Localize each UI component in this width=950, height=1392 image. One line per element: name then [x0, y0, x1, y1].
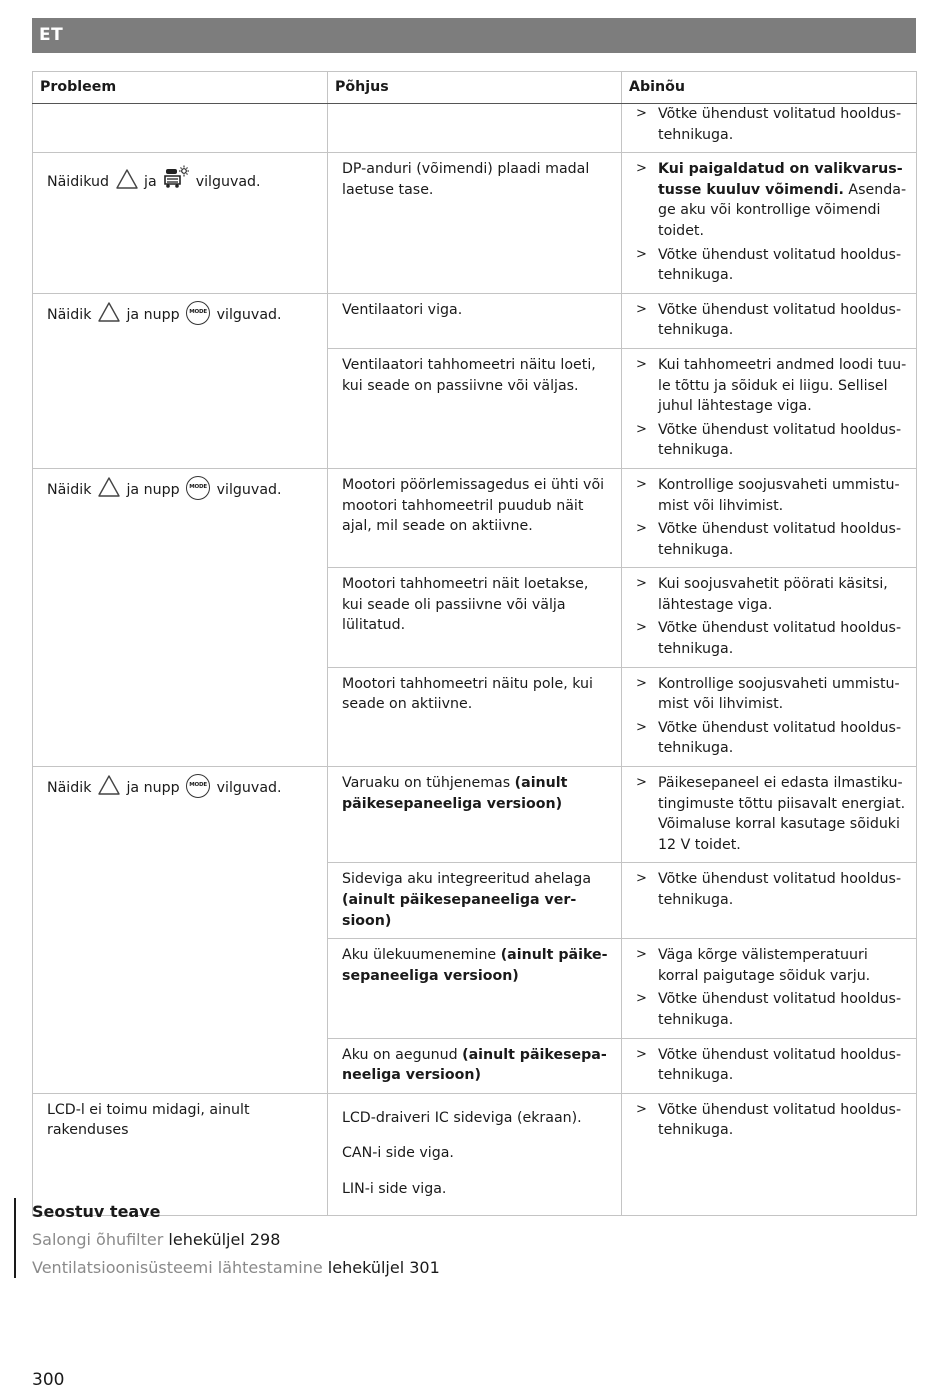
- list-arrow-icon: >: [636, 301, 647, 317]
- remedy-step: > Võtke ühendust volitatud hooldustehnikuga.: [636, 1100, 907, 1141]
- troubleshooting-table: [32, 71, 917, 1216]
- problem-cell: Näidik ja nupp MODE vilguvad.: [33, 767, 328, 1094]
- remedy-cell: [622, 568, 917, 667]
- remedy-cell: [622, 468, 917, 567]
- remedy-step: > Võtke ühendust volitatud hooldustehnikuga.: [636, 245, 907, 286]
- list-arrow-icon: >: [636, 1046, 647, 1062]
- table-row: [33, 767, 917, 863]
- language-code: ET: [39, 25, 64, 45]
- list-arrow-icon: >: [636, 476, 647, 492]
- remedy-step: > Kui tahhomeetri andmed loodi tuule tõttu ja sõiduk ei liigu. Sellisel juhul lähtestage viga.: [636, 355, 907, 417]
- cause-cell: LCD-draiveri IC sideviga (ekraan). CAN-i side viga. LIN-i side viga.: [328, 1093, 622, 1215]
- cause-cell: Aku ülekuumenemine (ainult päikesepaneeliga versioon): [328, 939, 622, 1038]
- remedy-step: > Väga kõrge välistemperatuuri korral paigutage sõiduk varju.: [636, 945, 907, 986]
- remedy-step: > Võtke ühendust volitatud hooldustehnikuga.: [636, 420, 907, 461]
- remedy-step: > Kontrollige soojusvaheti ummistumist või lihvimist.: [636, 674, 907, 715]
- list-arrow-icon: >: [636, 719, 647, 735]
- warning-triangle-icon: [116, 169, 138, 196]
- booster-heater-icon: [163, 165, 189, 196]
- remedy-step: > Kontrollige soojusvaheti ummistumist või lihvimist.: [636, 475, 907, 516]
- remedy-step: > Võtke ühendust volitatud hooldustehnikuga.: [636, 989, 907, 1030]
- cause-cell: Sideviga aku integreeritud ahelaga (ainult päikesepaneeliga versioon): [328, 863, 622, 939]
- remedy-step: > Kui soojusvahetit pöörati käsitsi, lähtestage viga.: [636, 574, 907, 615]
- list-arrow-icon: >: [636, 871, 647, 887]
- cause-cell: [328, 104, 622, 153]
- remedy-cell: [622, 667, 917, 766]
- related-link-ventilation-reset[interactable]: Ventilatsioonisüsteemi lähtestamine leheküljel 301: [32, 1258, 440, 1277]
- list-arrow-icon: >: [636, 675, 647, 691]
- warning-triangle-icon: [98, 477, 120, 504]
- list-arrow-icon: >: [636, 576, 647, 592]
- page-number: 300: [32, 1370, 65, 1390]
- list-arrow-icon: >: [636, 991, 647, 1007]
- list-arrow-icon: >: [636, 161, 647, 177]
- remedy-step: > Päikesepaneel ei edasta ilmastikutingimuste tõttu piisavalt energiat. Võimaluse korral kasutage sõiduki 12 V toidet.: [636, 773, 907, 855]
- problem-cell: Näidikud ja vilguvad.: [33, 153, 328, 294]
- related-info-section: [14, 1198, 614, 1278]
- table-row: [33, 104, 917, 153]
- column-header-cause: Põhjus: [328, 72, 622, 104]
- remedy-step: > Võtke ühendust volitatud hooldustehnikuga.: [636, 618, 907, 659]
- cause-cell: Ventilaatori tahhomeetri näitu loeti, kui seade on passiivne või väljas.: [328, 348, 622, 468]
- column-header-problem: Probleem: [33, 72, 328, 104]
- mode-button-icon: MODE: [186, 774, 210, 798]
- cause-cell: Ventilaatori viga.: [328, 293, 622, 348]
- warning-triangle-icon: [98, 302, 120, 329]
- mode-button-icon: MODE: [186, 301, 210, 325]
- remedy-cell: [622, 1038, 917, 1093]
- list-arrow-icon: >: [636, 356, 647, 372]
- remedy-cell: [622, 153, 917, 294]
- remedy-step: > Võtke ühendust volitatud hooldustehnikuga.: [636, 869, 907, 910]
- table-row: [33, 153, 917, 294]
- remedy-cell: [622, 767, 917, 863]
- list-arrow-icon: >: [636, 775, 647, 791]
- remedy-cell: [622, 1093, 917, 1215]
- warning-triangle-icon: [98, 775, 120, 802]
- list-arrow-icon: >: [636, 620, 647, 636]
- remedy-cell: [622, 863, 917, 939]
- remedy-cell: [622, 104, 917, 153]
- mode-button-icon: MODE: [186, 476, 210, 500]
- remedy-cell: [622, 348, 917, 468]
- cause-cell: DP-anduri (võimendi) plaadi madal laetuse tase.: [328, 153, 622, 294]
- remedy-step: > Võtke ühendust volitatud hooldustehnikuga.: [636, 519, 907, 560]
- cause-cell: Mootori tahhomeetri näit loetakse, kui seade oli passiivne või välja lülitatud.: [328, 568, 622, 667]
- problem-cell: [33, 104, 328, 153]
- related-info-title: Seostuv teave: [32, 1202, 161, 1221]
- cause-cell: Mootori tahhomeetri näitu pole, kui seade on aktiivne.: [328, 667, 622, 766]
- remedy-step: > Võtke ühendust volitatud hooldustehnikuga.: [636, 718, 907, 759]
- table-row: [33, 468, 917, 567]
- list-arrow-icon: >: [636, 947, 647, 963]
- problem-cell: LCD-l ei toimu midagi, ainult rakenduses: [33, 1093, 328, 1215]
- list-arrow-icon: >: [636, 1101, 647, 1117]
- problem-cell: Näidik ja nupp MODE vilguvad.: [33, 293, 328, 468]
- cause-cell: Mootori pöörlemissagedus ei ühti või mootori tahhomeetril puudub näit ajal, mil seade on aktiivne.: [328, 468, 622, 567]
- table-row: [33, 293, 917, 348]
- table-row: [33, 1093, 917, 1215]
- remedy-step: > Võtke ühendust volitatud hooldustehnikuga.: [636, 300, 907, 341]
- related-link-cabin-filter[interactable]: Salongi õhufilter leheküljel 298: [32, 1230, 281, 1249]
- remedy-step: > Kui paigaldatud on valikvarustusse kuuluv võimendi. Asendage aku või kontrollige võimendi toidet.: [636, 159, 907, 241]
- remedy-step: > Võtke ühendust volitatud hooldustehnikuga.: [636, 1045, 907, 1086]
- remedy-cell: [622, 939, 917, 1038]
- list-arrow-icon: >: [636, 106, 647, 121]
- list-arrow-icon: >: [636, 521, 647, 537]
- list-arrow-icon: >: [636, 421, 647, 437]
- cause-cell: Aku on aegunud (ainult päikesepaneeliga versioon): [328, 1038, 622, 1093]
- table-header-row: [33, 72, 917, 104]
- column-header-remedy: Abinõu: [622, 72, 917, 104]
- problem-cell: Näidik ja nupp MODE vilguvad.: [33, 468, 328, 766]
- remedy-cell: [622, 293, 917, 348]
- list-arrow-icon: >: [636, 246, 647, 262]
- language-header-bar: [32, 18, 916, 53]
- cause-cell: Varuaku on tühjenemas (ainult päikesepaneeliga versioon): [328, 767, 622, 863]
- remedy-step: > Võtke ühendust volitatud hooldustehnikuga.: [636, 104, 907, 145]
